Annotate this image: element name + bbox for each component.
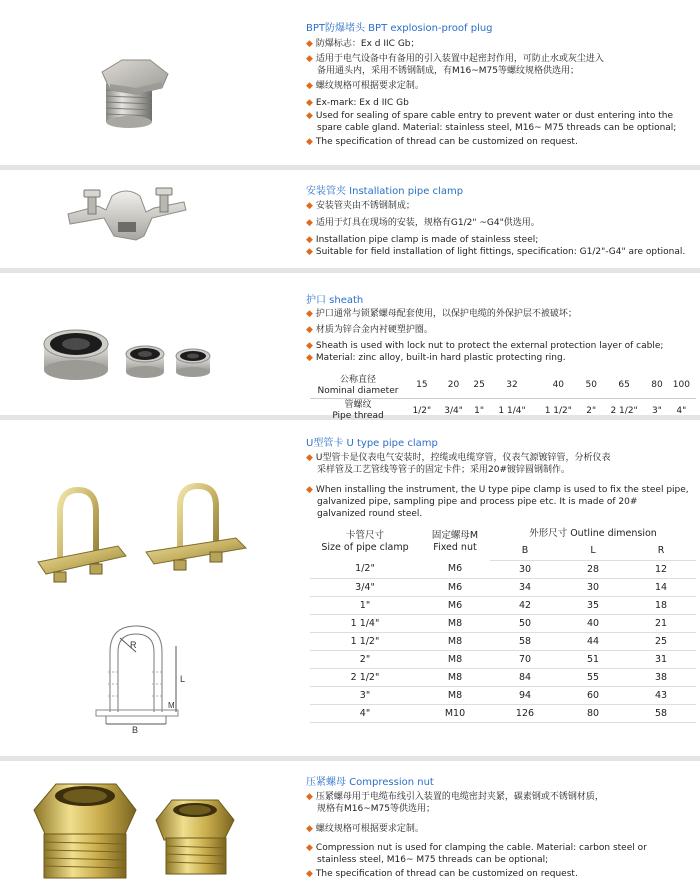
table-cell: 1" (310, 596, 420, 614)
table-row (310, 650, 696, 668)
clamp-bullet-3: ◆ Installation pipe clamp is made of stainless steel; (306, 235, 539, 245)
table-cell: 80 (560, 704, 626, 722)
table-cell: 50 (490, 614, 560, 632)
col-header-l: L (560, 541, 626, 560)
spec-cell: 2" (586, 405, 597, 416)
table-cell: 1 1/2" (310, 632, 420, 650)
table-row (310, 632, 696, 650)
plug-bullet-2: ◆ 适用于电气设备中有备用的引入装置中起密封作用，可防止水或灰尘进入 备用通头内，采用不锈钢制成，有M16~M75等螺纹规格供选用； (306, 54, 604, 76)
nut-bullet-4: ◆ The specification of thread can be customized on request. (306, 869, 578, 879)
table-cell: 126 (490, 704, 560, 722)
table-cell: 25 (626, 632, 696, 650)
compression-nut-photo (28, 770, 248, 888)
sheath-bullet-3: ◆ Sheath is used with lock nut to protect the external protection layer of cable; (306, 341, 664, 351)
table-cell: 2 1/2" (310, 668, 420, 686)
plug-bullet-4: ◆ Ex-mark: Ex d IIC Gb (306, 98, 409, 108)
bullet-icon: ◆ (306, 81, 313, 91)
col-header-b: B (490, 541, 560, 560)
dim-label-m: M (168, 701, 175, 710)
table-row (310, 596, 696, 614)
sheath-title: 护口 sheath (306, 295, 364, 306)
bullet-icon: ◆ (306, 98, 313, 108)
bullet-icon: ◆ (306, 235, 313, 245)
plug-title: BPT防爆堵头 BPT explosion-proof plug (306, 23, 493, 34)
table-cell: 28 (560, 560, 626, 578)
table-cell: 38 (626, 668, 696, 686)
spec-cell: 15 (416, 380, 428, 391)
bullet-icon: ◆ (306, 309, 313, 319)
col-header-dimension: 外形尺寸 Outline dimension (529, 528, 657, 540)
bullet-icon: ◆ (306, 792, 313, 802)
table-cell: M8 (420, 686, 490, 704)
col-header-size: 卡管尺寸 Size of pipe clamp (321, 530, 409, 553)
table-row (310, 704, 696, 722)
bullet-icon: ◆ (306, 201, 313, 211)
spec-cell: 40 (552, 380, 565, 391)
bullet-icon: ◆ (306, 353, 313, 363)
sheath-spec-table (310, 374, 696, 424)
bullet-icon: ◆ (306, 54, 313, 64)
plug-photo (92, 52, 178, 130)
table-cell: 70 (490, 650, 560, 668)
table-cell: M8 (420, 650, 490, 668)
col-header-r: R (626, 541, 696, 560)
dim-label-b: B (132, 725, 139, 735)
spec-cell: 65 (618, 380, 630, 391)
table-cell: M8 (420, 632, 490, 650)
spec-cell: 1/2" (412, 405, 432, 416)
table-cell: 31 (626, 650, 696, 668)
table-cell: M6 (420, 560, 490, 578)
u-bolt-diagram (90, 612, 200, 736)
spec-row-nominal (310, 374, 696, 398)
table-cell: 1 1/4" (310, 614, 420, 632)
col-header-nut: 固定螺母M Fixed nut (431, 530, 479, 553)
nut-title: 压紧螺母 Compression nut (306, 777, 434, 788)
bullet-icon: ◆ (306, 453, 313, 463)
spec-cell: 1" (474, 405, 485, 416)
bullet-icon: ◆ (306, 39, 313, 49)
sheath-bullet-2: ◆ 材质为锌合金内衬硬塑护圈。 (306, 325, 433, 335)
table-row (310, 668, 696, 686)
table-cell: 55 (560, 668, 626, 686)
table-header-row (310, 524, 696, 541)
spec-cell: 3/4" (444, 405, 463, 416)
table-cell: 21 (626, 614, 696, 632)
ubolt-bullet-1: ◆ U型管卡是仪表电气安装时，控缆或电缆穿管，仪表气源镀锌管，分析仪表 采样管及工艺管线等管子的固定卡件；采用20#镀锌圆钢制作。 (306, 453, 611, 475)
spec-cell: 2 1/2" (610, 405, 638, 416)
ubolt-bullet-2: ◆ When installing the instrument, the U type pipe clamp is used to fix the steel pipe, galvanized pipe, sampling pipe and process pipe etc. It is made of 20# galvanized round steel. (306, 485, 689, 519)
bullet-icon: ◆ (306, 485, 313, 495)
sheath-photo (40, 318, 220, 388)
table-cell: 3" (310, 686, 420, 704)
plug-bullet-3: ◆ 螺纹规格可根据要求定制。 (306, 81, 424, 91)
spec-cell: 25 (473, 380, 485, 391)
spec-cell: 100 (672, 380, 690, 391)
bullet-icon: ◆ (306, 137, 313, 147)
table-cell: 58 (490, 632, 560, 650)
table-cell: M8 (420, 614, 490, 632)
table-cell: 94 (490, 686, 560, 704)
plug-bullet-6: ◆ The specification of thread can be customized on request. (306, 137, 578, 147)
sheath-bullet-1: ◆ 护口通常与锁紧螺母配套使用，以保护电缆的外保护层不被破坏； (306, 309, 577, 319)
separator (0, 756, 700, 761)
table-row (310, 614, 696, 632)
bullet-icon: ◆ (306, 325, 313, 335)
nut-bullet-2: ◆ 螺纹规格可根据要求定制。 (306, 824, 424, 834)
u-bolt-photo (30, 482, 260, 602)
spec-cell: 50 (585, 380, 597, 391)
table-cell: 35 (560, 596, 626, 614)
bullet-icon: ◆ (306, 247, 313, 257)
table-cell: 44 (560, 632, 626, 650)
table-cell: 18 (626, 596, 696, 614)
sheath-bullet-4: ◆ Material: zinc alloy, built-in hard plastic protecting ring. (306, 353, 566, 363)
table-cell: 42 (490, 596, 560, 614)
table-cell: 40 (560, 614, 626, 632)
table-cell: 60 (560, 686, 626, 704)
ubolt-size-table (310, 524, 696, 723)
table-cell: 3/4" (310, 578, 420, 596)
spec-cell: 32 (506, 380, 518, 391)
table-row (310, 686, 696, 704)
bullet-icon: ◆ (306, 111, 313, 121)
table-cell: M8 (420, 668, 490, 686)
pipe-clamp-photo (62, 184, 192, 250)
clamp-bullet-4: ◆ Suitable for field installation of light fittings, specification: G1/2"-G4" are optional. (306, 247, 686, 257)
table-row (310, 560, 696, 578)
table-cell: 2" (310, 650, 420, 668)
nut-bullet-3: ◆ Compression nut is used for clamping the cable. Material: carbon steel or stainless steel, M16~ M75 threads can be optional; (306, 843, 647, 865)
table-cell: M6 (420, 596, 490, 614)
spec-cell: 80 (651, 380, 663, 391)
bullet-icon: ◆ (306, 843, 313, 853)
table-cell: M6 (420, 578, 490, 596)
clamp-bullet-2: ◆ 适用于灯具在现场的安装，规格有G1/2" ~G4"供选用。 (306, 218, 540, 228)
dim-label-r: R (130, 640, 137, 650)
clamp-bullet-1: ◆ 安装管夹由不锈钢制成； (306, 201, 415, 211)
spec-cell: 3" (652, 405, 662, 416)
bullet-icon: ◆ (306, 869, 313, 879)
clamp-title: 安装管夹 Installation pipe clamp (306, 186, 464, 197)
separator (0, 268, 700, 273)
spec-cell: 4" (676, 405, 687, 416)
table-cell: 58 (626, 704, 696, 722)
table-cell: 4" (310, 704, 420, 722)
spec-cell: 20 (447, 380, 460, 391)
plug-bullet-1: ◆ 防爆标志：Ex d IIC Gb； (306, 39, 420, 49)
ubolt-title: U型管卡 U type pipe clamp (306, 438, 438, 449)
table-cell: 51 (560, 650, 626, 668)
table-cell: 14 (626, 578, 696, 596)
spec-header-thread: 管螺纹 Pipe thread (332, 400, 384, 422)
table-cell: 34 (490, 578, 560, 596)
spec-cell: 1 1/4" (498, 405, 526, 416)
table-cell: 43 (626, 686, 696, 704)
table-cell: 30 (560, 578, 626, 596)
spec-header-nominal: 公称直径 Nominal diameter (317, 374, 399, 396)
plug-bullet-5: ◆ Used for sealing of spare cable entry to prevent water or dust entering into the spare cable gland. Material: stainless steel, M16~ M75 threads can be optional; (306, 111, 677, 133)
separator (0, 165, 700, 170)
bullet-icon: ◆ (306, 341, 313, 351)
spec-row-thread (310, 398, 696, 424)
table-cell: 84 (490, 668, 560, 686)
table-cell: 1/2" (310, 560, 420, 578)
bullet-icon: ◆ (306, 824, 313, 834)
table-cell: 12 (626, 560, 696, 578)
table-cell: 30 (490, 560, 560, 578)
nut-bullet-1: ◆ 压紧螺母用于电缆布线引入装置的电缆密封夹紧，碳素钢或不锈钢材质， 规格有M16~M75等供选用； (306, 792, 604, 814)
spec-cell: 1 1/2" (544, 405, 572, 416)
table-row (310, 578, 696, 596)
dim-label-l: L (180, 674, 186, 684)
bullet-icon: ◆ (306, 218, 313, 228)
table-cell: M10 (420, 704, 490, 722)
